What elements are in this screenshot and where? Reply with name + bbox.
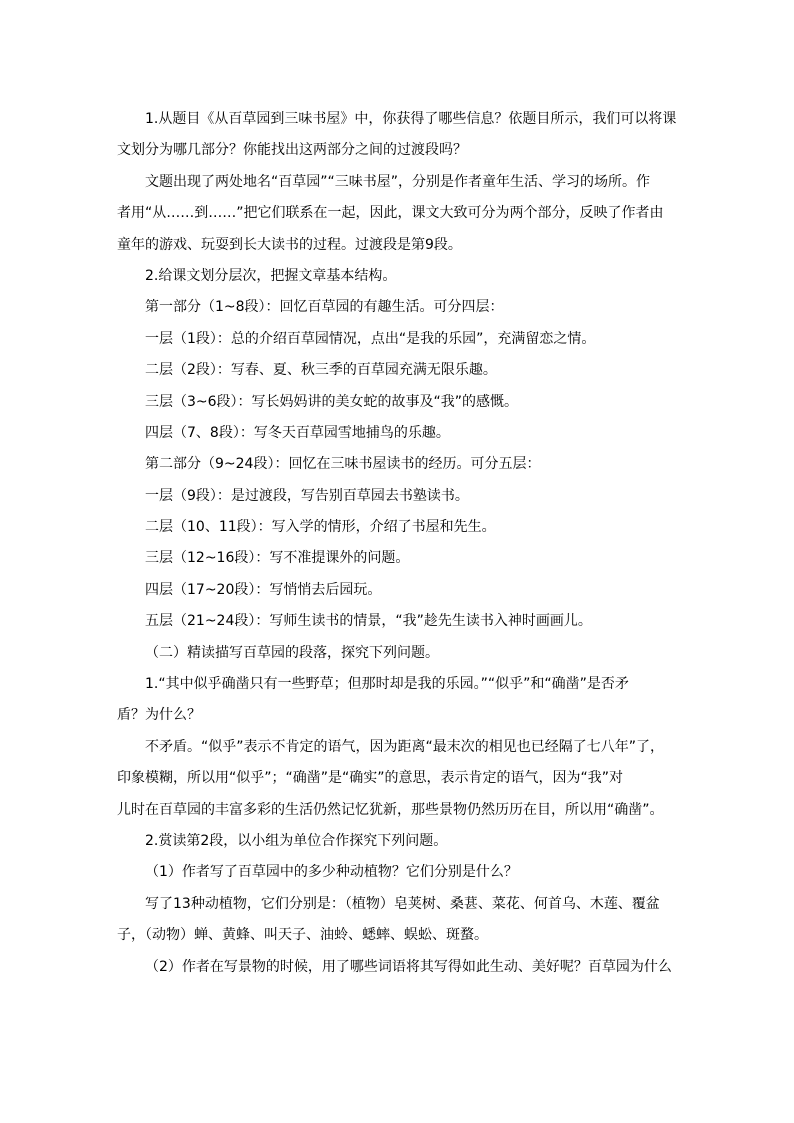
text-line-17: 五层（21~24段）：写师生读书的情景，“我”趁先生读书入神时画画儿。 bbox=[145, 613, 592, 630]
text-line-2: 文划分为哪几部分？你能找出这两部分之间的过渡段吗？ bbox=[117, 142, 467, 159]
text-line-15: 三层（12~16段）：写不准提课外的问题。 bbox=[145, 550, 410, 567]
text-line-24: 2.赏读第2段，以小组为单位合作探究下列问题。 bbox=[145, 832, 448, 849]
text-line-23: 儿时在百草园的丰富多彩的生活仍然记忆犹新，那些景物仍然历历在目，所以用“确凿”。 bbox=[117, 801, 664, 818]
text-line-11: 四层（7、8段）：写冬天百草园雪地捕鸟的乐趣。 bbox=[145, 424, 450, 441]
text-line-1: 1.从题目《从百草园到三味书屋》中，你获得了哪些信息？依题目所示，我们可以将课 bbox=[145, 111, 677, 127]
text-line-5: 童年的游戏、玩耍到长大读书的过程。过渡段是第9段。 bbox=[117, 236, 462, 253]
text-line-6: 2.给课文划分层次，把握文章基本结构。 bbox=[145, 267, 397, 284]
text-line-26: 写了13种动植物，它们分别是：（植物）皂荚树、桑葚、菜花、何首乌、木莲、覆盆 bbox=[145, 895, 660, 912]
text-line-27: 子，（动物）蝉、黄蜂、叫天子、油蛉、蟋蟀、蜈蚣、斑蝥。 bbox=[117, 927, 488, 944]
text-line-3: 文题出现了两处地名“百草园”“三味书屋”，分别是作者童年生活、学习的场所。作 bbox=[145, 173, 651, 190]
text-line-16: 四层（17~20段）：写悄悄去后园玩。 bbox=[145, 581, 382, 598]
text-line-13: 一层（9段）：是过渡段，写告别百草园去书塾读书。 bbox=[145, 487, 469, 504]
text-line-25: （1）作者写了百草园中的多少种动植物？它们分别是什么？ bbox=[145, 864, 518, 881]
text-line-8: 一层（1段）：总的介绍百草园情况，点出“是我的乐园”，充满留恋之情。 bbox=[145, 330, 596, 347]
text-line-22: 印象模糊，所以用“似乎”；“确凿”是“确实”的意思，表示肯定的语气，因为“我”对 bbox=[117, 770, 624, 787]
document-body bbox=[117, 104, 679, 983]
text-line-18: （二）精读描写百草园的段落，探究下列问题。 bbox=[145, 644, 439, 661]
text-line-4: 者用“从……到……”把它们联系在一起，因此，课文大致可分为两个部分，反映了作者由 bbox=[117, 205, 664, 222]
text-line-9: 二层（2段）：写春、夏、秋三季的百草园充满无限乐趣。 bbox=[145, 362, 497, 379]
text-line-28: （2）作者在写景物的时候，用了哪些词语将其写得如此生动、美好呢？百草园为什么 bbox=[145, 958, 672, 975]
text-line-20: 盾？为什么？ bbox=[117, 707, 201, 724]
text-line-7: 第一部分（1~8段）：回忆百草园的有趣生活。可分四层： bbox=[145, 299, 504, 316]
text-line-19: 1.“其中似乎确凿只有一些野草；但那时却是我的乐园。”“似乎”和“确凿”是否矛 bbox=[145, 676, 629, 693]
text-line-12: 第二部分（9~24段）：回忆在三味书屋读书的经历。可分五层： bbox=[145, 456, 541, 473]
text-line-10: 三层（3~6段）：写长妈妈讲的美女蛇的故事及“我”的感慨。 bbox=[145, 393, 519, 410]
text-line-14: 二层（10、11段）：写入学的情形，介绍了书屋和先生。 bbox=[145, 519, 496, 536]
text-line-21: 不矛盾。“似乎”表示不肯定的语气，因为距离“最末次的相见也已经隔了七八年”了， bbox=[145, 738, 665, 755]
